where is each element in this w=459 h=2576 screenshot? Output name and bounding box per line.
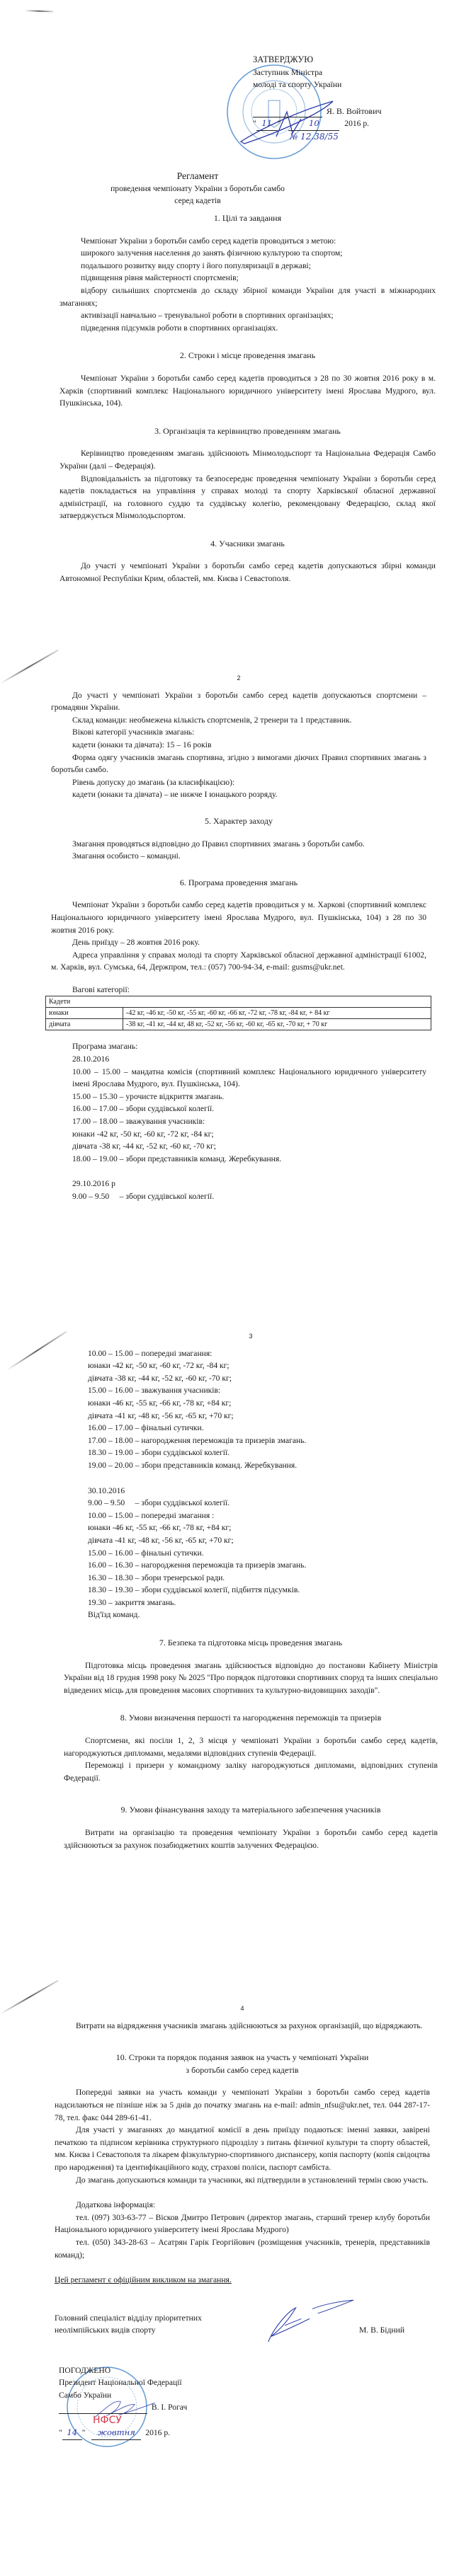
program-item: дівчата -38 кг, -44 кг, -52 кг, -60 кг, -70 кг; xyxy=(88,1373,232,1383)
agreed-date: " 14 " жовтня 2016 р. xyxy=(59,2427,271,2440)
approval-block xyxy=(253,54,437,144)
section-5-p2: Змагання особисто – командні. xyxy=(72,851,181,861)
section-3-p2: Відповідальність за підготовку та безпосереднє проведення чемпіонату України з боротьби серед кадетів покладається на управління у справах молоді та спорту Харківської обласної державної адміністрації, на головного суддю та суддівську колегію, рекомендовану Федерацією, склад якої затверджується Мінмолодьспортом. xyxy=(60,473,436,521)
section-9-p1: Витрати на організацію та проведення чемпіонату України з боротьби самбо серед кадетів здійснюються за рахунок позабюджетних коштів залучених Федерацією. xyxy=(64,1828,438,1850)
agreed-position-1: Президент Національної Федерації xyxy=(59,2378,182,2388)
official-call: Цей регламент є офіційним викликом на змагання. xyxy=(55,2275,232,2285)
section-6-heading: 6. Програма проведення змагань xyxy=(179,877,298,887)
section-4-p5: кадети (юнаки та дівчата): 15 – 16 років xyxy=(72,740,212,749)
scan-artifact xyxy=(0,1980,59,2015)
program-day-1 xyxy=(51,1040,426,1202)
program-item: 17.00 – 18.00 – зважування учасників: xyxy=(72,1117,205,1127)
section-10-p3: До змагань допускаються команди та учасники, які підтвердили в установлений термін свою участь. xyxy=(76,2175,429,2185)
section-4-p1: До участі у чемпіонаті України з боротьби самбо серед кадетів допускаються збірні команди Автономної Республіки Крим, областей, мм. Києва і Севастополя. xyxy=(60,561,436,584)
program-item: 15.00 – 15.30 – урочисте відкриття змагань. xyxy=(72,1091,225,1101)
section-1-line: подальшого розвитку виду спорту і його популяризації в державі; xyxy=(81,260,311,270)
page-4-body xyxy=(55,2003,430,2440)
section-1-heading: 1. Цілі та завдання xyxy=(213,213,282,223)
weights-values: -38 кг, -41 кг, -44 кг, 48 кг, -52 кг, -56 кг, -60 кг, -65 кг, -70 кг, + 70 кг xyxy=(123,1019,431,1030)
section-6-p1: Чемпіонат України з боротьби самбо серед кадетів проводиться у м. Харкові (спортивний комплекс Національного юридичного університету імені Ярослава Мудрого, вул. Пушкінська, 104) з 28 по 30 жовтня 2016 року. xyxy=(51,900,426,935)
agreed-block xyxy=(55,2364,271,2440)
section-7-heading: 7. Безпека та підготовка місць проведення змагань xyxy=(159,1638,343,1648)
page-2-body xyxy=(51,672,426,1203)
page-4 xyxy=(0,1978,459,2576)
page-number: 3 xyxy=(249,1333,253,1340)
title-sub-1: проведення чемпіонату України з боротьби самбо xyxy=(110,183,285,193)
section-8-p2: Переможці і призери у командному заліку нагороджуються дипломами, відповідних ступенів Федерації. xyxy=(64,1761,438,1783)
program-label: Програма змагань: xyxy=(72,1042,138,1052)
section-2-heading: 2. Строки і місце проведення змагань xyxy=(179,350,316,361)
program-item: 10.00 – 15.00 – мандатна комісія (спортивний комплекс Національного юридичного університету імені Ярослава Мудрого, вул. Пушкінська, 104). xyxy=(72,1066,426,1089)
section-1-line: активізації навчально – тренувальної роботи в спортивних організаціях; xyxy=(81,311,334,321)
page-number: 2 xyxy=(237,674,241,682)
weights-group: дівчата xyxy=(46,1019,123,1030)
program-item: дівчата -41 кг, -48 кг, -56 кг, -65 кг, +70 кг; xyxy=(88,1410,234,1420)
page-3 xyxy=(0,1327,459,1978)
scan-artifact xyxy=(25,10,53,12)
author-name: М. В. Бідний xyxy=(359,2325,405,2335)
program-item: 15.00 – 16.00 – фінальні сутички. xyxy=(88,1548,204,1558)
section-5-p1: Змагання проводяться відповідно до Правил спортивних змагань з боротьби самбо. xyxy=(72,839,365,849)
program-date: 29.10.2016 р xyxy=(72,1179,115,1189)
section-7-text: Підготовка місць проведення змагань здійснюється відповідно до постанови Кабінету Міністрів України від 18 грудня 1998 року № 2025 "Про порядок підготовки спортивних споруд та інших спеціально відведених місць для проведення масових спортивних та культурно-видовищних заходів". xyxy=(64,1660,438,1695)
section-6-p3: Адреса управління у справах молоді та спорту Харківської обласної державної адміністрації 61002, м. Харків, вул. Сумська, 64, Держпром, тел.: (057) 700-94-34, e-mail: gusms@ukr.net. xyxy=(51,950,426,972)
agreed-position-2: Самбо України xyxy=(59,2390,112,2400)
author-position-2: неолімпійських видів спорту xyxy=(55,2325,156,2335)
approval-signer: Я. В. Войтович xyxy=(326,105,382,116)
federation-stamp-text: НФСУ xyxy=(93,2415,122,2427)
title-sub-2: серед кадетів xyxy=(174,196,221,206)
approval-date-year: 2016 р. xyxy=(344,119,370,129)
approval-label: ЗАТВЕРДЖУЮ xyxy=(253,54,314,64)
weights-group: юнаки xyxy=(46,1008,123,1019)
agreed-signature-row xyxy=(59,2401,271,2414)
section-4-heading: 4. Учасники змагань xyxy=(210,538,285,548)
program-item: 15.00 – 16.00 – зважування учасників: xyxy=(88,1386,221,1396)
section-10-p1: Попередні заявки на участь команди у чемпіонаті України з боротьби самбо серед кадетів надсилаються не пізніше ніж за 5 днів до початку змагань на e-mail: admin_nfsu@ukr.net, тел. 044 287-17-78, тел. факс 044 289-61-41. xyxy=(55,2088,430,2122)
weights-table xyxy=(45,996,431,1030)
author-signature xyxy=(260,2298,359,2347)
approval-position-2: молоді та спорту України xyxy=(253,80,342,90)
program-item: 18.30 – 19.30 – збори суддівської колегії, підбиття підсумків. xyxy=(88,1585,300,1595)
weights-table-header: Кадети xyxy=(46,996,431,1008)
agreed-signer: В. І. Рогач xyxy=(151,2403,188,2413)
program-day-2 xyxy=(64,1347,438,1621)
section-8-heading: 8. Умови визначення першості та нагородження переможців та призерів xyxy=(120,1713,382,1723)
section-5-heading: 5. Характер заходу xyxy=(205,815,273,826)
section-10-heading xyxy=(55,2052,430,2076)
section-4-p6: Форма одягу учасників змагань спортивна, згідно з вимогами діючих Правил спортивних змагань з боротьби самбо. xyxy=(51,752,426,775)
program-item: 9.00 – 9.50 – збори суддівської колегії. xyxy=(72,1192,215,1201)
program-item: 16.30 – 18.30 – збори тренерської ради. xyxy=(88,1572,225,1582)
section-1-line: підвищення рівня майстерності спортсменів; xyxy=(81,273,239,283)
section-8-p1: Спортсмени, які посіли 1, 2, 3 місця у чемпіонаті України з боротьби самбо серед кадетів, нагороджуються дипломами, медалями відповідних ступенів Федерації. xyxy=(64,1736,438,1758)
approval-date: " 11 " 10 2016 р. xyxy=(253,117,437,131)
section-4-p3: Склад команди: необмежена кількість спортсменів, 2 тренери та 1 представник. xyxy=(72,715,352,725)
document-title xyxy=(0,170,395,207)
section-3-heading: 3. Організація та керівництво проведенням змагань xyxy=(154,425,341,436)
page-number: 4 xyxy=(240,2005,244,2012)
program-item: 19.00 – 20.00 – збори представників команд. Жеребкування. xyxy=(88,1460,298,1470)
weights-table-row xyxy=(46,1019,431,1030)
section-1-line: відбору сильніших спортсменів до складу збірної команди України для участі в міжнародних змаганнях; xyxy=(60,285,436,308)
agreed-date-day: 14 xyxy=(62,2427,82,2440)
approval-date-day: 11 xyxy=(256,117,278,131)
section-10-heading-2: з боротьби самбо серед кадетів xyxy=(186,2064,299,2075)
program-item: Від'їзд команд. xyxy=(88,1610,140,1620)
agreed-date-year: 2016 р. xyxy=(145,2428,171,2438)
agreed-date-month: жовтня xyxy=(91,2427,141,2440)
section-1-line: підведення підсумків роботи в спортивних організаціях. xyxy=(81,323,278,333)
section-4-p8: кадети (юнаки та дівчата) – не нижче І юнацького розряду. xyxy=(72,790,278,800)
program-date: 28.10.2016 xyxy=(72,1054,110,1064)
program-item: дівчата -38 кг, -44 кг, -52 кг, -60 кг, -70 кг; xyxy=(72,1142,216,1151)
title-main: Регламент xyxy=(176,171,219,181)
page-1 xyxy=(0,0,459,648)
program-item: юнаки -46 кг, -55 кг, -66 кг, -78 кг, +84 кг; xyxy=(88,1398,232,1408)
agreed-label: ПОГОДЖЕНО xyxy=(59,2365,111,2375)
section-2-text: Чемпіонат України з боротьби самбо серед кадетів проводиться з 28 по 30 жовтня 2016 року в м. Харків (спортивний комплекс Національного юридичного університету імені Ярослава Мудрого, вул. Пушкінська, 104). xyxy=(60,373,436,408)
scan-artifact xyxy=(0,650,59,684)
program-item: юнаки -46 кг, -55 кг, -66 кг, -78 кг, +84 кг; xyxy=(88,1523,232,1533)
page-1-body xyxy=(60,212,436,585)
approval-date-month: 10 xyxy=(288,117,339,131)
program-item: 18.00 – 19.00 – збори представників команд. Жеребкування. xyxy=(72,1154,282,1163)
approval-position-1: Заступник Міністра xyxy=(253,67,323,77)
approval-signature-row xyxy=(253,105,437,118)
contact-2: тел. (050) 343-28-63 – Асатрян Гарік Георгійович (розміщення учасників, тренерів, представників команд); xyxy=(55,2237,430,2260)
program-item: 16.00 – 17.00 – фінальні сутички. xyxy=(88,1423,204,1433)
program-item: юнаки -42 кг, -50 кг, -60 кг, -72 кг, -84 кг; xyxy=(88,1361,230,1371)
author-position-1: Головний спеціаліст відділу пріоритетних xyxy=(55,2313,202,2323)
weights-values: -42 кг, -46 кг, -50 кг, -55 кг, -60 кг, -66 кг, -72 кг, -78 кг, -84 кг, + 84 кг xyxy=(123,1008,431,1019)
program-item: 16.00 – 16.30 – нагородження переможців та призерів змагань. xyxy=(88,1560,307,1570)
weights-table-header-row xyxy=(46,996,431,1008)
section-4-p7: Рівень допуску до змагань (за класифікацією): xyxy=(72,777,235,787)
program-item: дівчата -41 кг, -48 кг, -56 кг, -65 кг, +70 кг; xyxy=(88,1535,234,1545)
section-10-p2: Для участі у змаганнях до мандатної комісії в день приїзду подаються: іменні заявки, завірені печаткою та підписом керівника структурного підрозділу з питань фізичної культури та спорту областей, мм. Києва і Севастополя та лікарем фізкультурно-спортивного диспансеру, копія паспорту (копія свідоцтва про народження) та ідентифікаційного коду, страхові поліси, паспорт самбіста. xyxy=(55,2125,430,2172)
section-4-p2: До участі у чемпіонаті України з боротьби самбо серед кадетів допускаються спортсмени – громадяни України. xyxy=(51,690,426,713)
page-2 xyxy=(0,648,459,1327)
program-item: 10.00 – 15.00 – попередні змагання: xyxy=(88,1348,212,1358)
section-3-p1: Керівництво проведенням змагань здійснюють Мінмолодьспорт та Національна Федерація Самбо України (далі – Федерація). xyxy=(60,449,436,471)
program-item: 17.00 – 18.00 – нагородження переможців та призерів змагань. xyxy=(88,1435,307,1445)
page-3-body xyxy=(64,1330,438,1851)
section-1-line: Чемпіонат України з боротьби самбо серед кадетів проводиться з метою: xyxy=(81,236,336,246)
section-4-p4: Вікові категорії учасників змагань: xyxy=(72,728,195,737)
scan-artifact xyxy=(6,1331,67,1371)
weights-label: Вагові категорії: xyxy=(72,984,130,994)
program-item: 19.30 – закриття змагань. xyxy=(88,1597,176,1607)
author-block xyxy=(55,2312,430,2340)
section-10-heading-1: 10. Строки та порядок подання заявок на участь у чемпіонаті України xyxy=(115,2052,369,2063)
program-item: 10.00 – 15.00 – попередні змагання : xyxy=(88,1510,215,1520)
program-item: 16.00 – 17.00 – збори суддівської колегії. xyxy=(72,1104,215,1114)
section-9-heading: 9. Умови фінансування заходу та матеріального забезпечення учасників xyxy=(120,1805,381,1815)
program-item: юнаки -42 кг, -50 кг, -60 кг, -72 кг, -84 кг; xyxy=(72,1129,214,1139)
weights-table-row xyxy=(46,1008,431,1019)
registration-number: № 12.38/55 xyxy=(290,131,339,142)
agreed-signature-line xyxy=(59,2403,147,2414)
section-1-line: широкого залучення населення до занять фізичною культурою та спортом; xyxy=(81,248,343,258)
program-item: 18.30 – 19.00 – збори суддівської колегії. xyxy=(88,1448,230,1458)
contact-1: тел. (097) 303-63-77 – Вісков Дмитро Петрович (директор змагань, старший тренер клубу боротьби Національного юридичного університету імені Ярослава Мудрого) xyxy=(55,2212,430,2235)
section-9-p2: Витрати на відрядження учасників змагань здійснюються за рахунок організацій, що відряджають. xyxy=(76,2020,423,2030)
program-item: 9.00 – 9.50 – збори суддівської колегії. xyxy=(88,1498,230,1508)
extra-info-label: Додаткова інформація: xyxy=(76,2200,156,2210)
program-date: 30.10.2016 xyxy=(88,1485,125,1495)
section-6-p2: День приїзду – 28 жовтня 2016 року. xyxy=(72,938,200,948)
signature-line xyxy=(253,107,322,117)
